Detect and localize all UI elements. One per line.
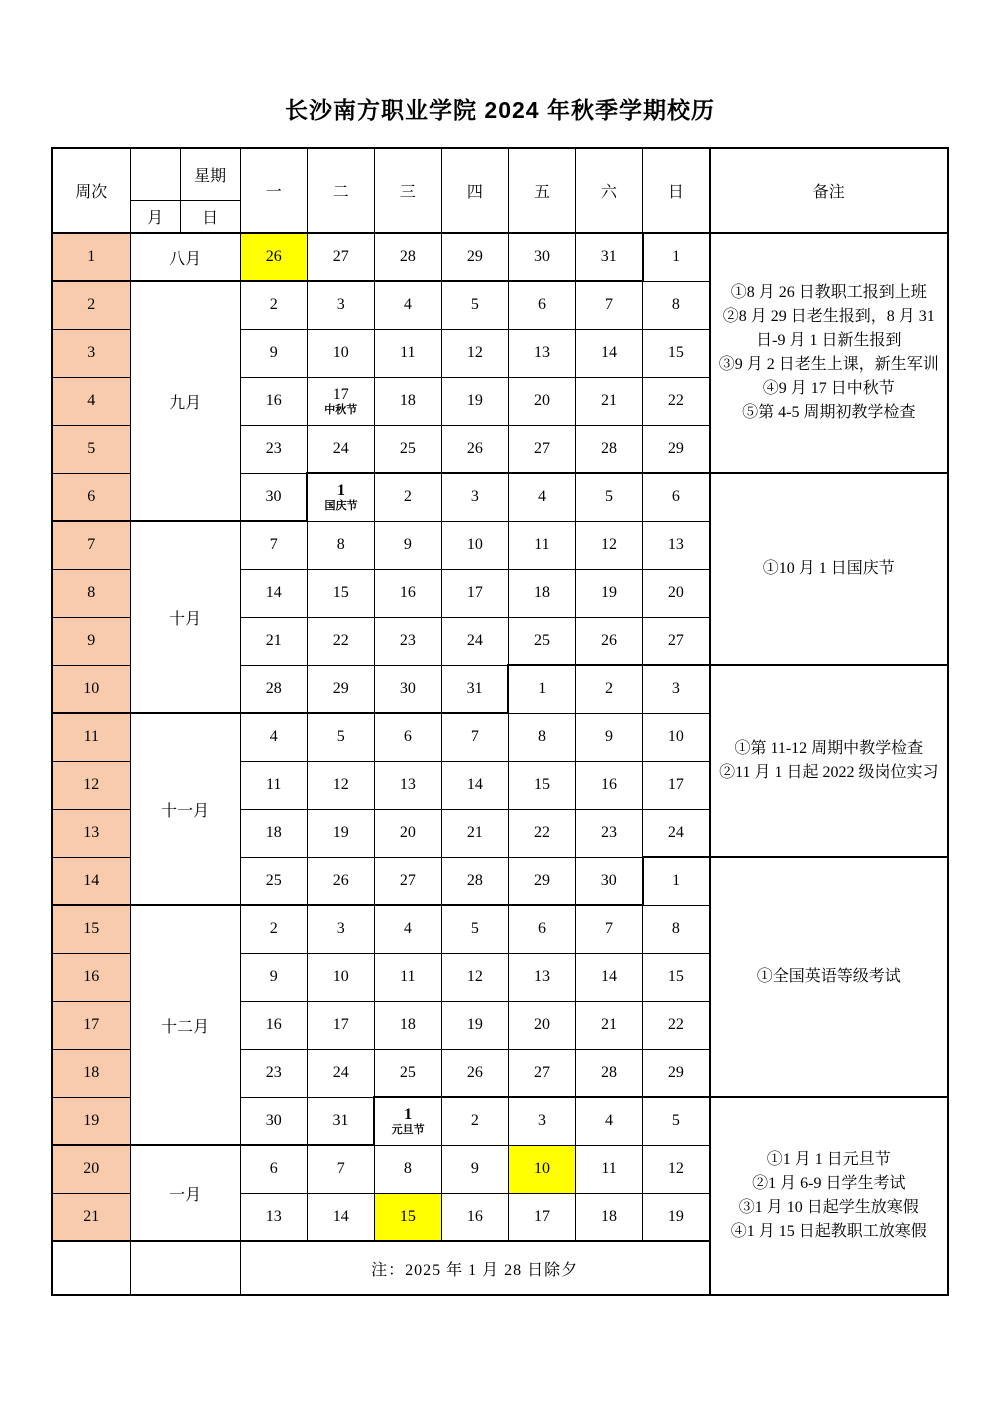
day-cell: 31: [576, 233, 643, 281]
note-line: ①1 月 1 日元旦节: [766, 1151, 891, 1168]
week-number-cell: 8: [52, 569, 130, 617]
day-cell: 10: [643, 713, 710, 761]
week-number-cell: 16: [52, 953, 130, 1001]
day-cell: 8: [374, 1145, 441, 1193]
day-cell: 20: [643, 569, 710, 617]
day-cell: 5: [307, 713, 374, 761]
day-cell: 13: [643, 521, 710, 569]
day-cell: 16: [374, 569, 441, 617]
day-cell: 23: [576, 809, 643, 857]
month-cell-november: 十一月: [130, 713, 240, 905]
day-cell: 26: [441, 425, 508, 473]
festival-day-cell: [374, 1097, 441, 1145]
note-line: ①8 月 26 日教职工报到上班: [730, 284, 927, 301]
week-number-cell: 20: [52, 1145, 130, 1193]
day-cell: 4: [240, 713, 307, 761]
day-cell: 19: [441, 1001, 508, 1049]
day-cell: 14: [441, 761, 508, 809]
day-cell: 29: [508, 857, 575, 905]
day-cell: 1: [643, 857, 710, 905]
day-cell: 7: [441, 713, 508, 761]
header-week-col: 周次: [52, 148, 130, 233]
day-cell: 27: [508, 1049, 575, 1097]
day-cell: 3: [307, 905, 374, 953]
week-number-cell: 3: [52, 329, 130, 377]
day-cell: 2: [441, 1097, 508, 1145]
note-line: ②8 月 29 日老生报到，8 月 31 日-9 月 1 日新生报到: [722, 308, 935, 349]
month-cell-october: 十月: [130, 521, 240, 713]
day-cell: 28: [374, 233, 441, 281]
day-cell: 23: [240, 425, 307, 473]
day-cell: 21: [240, 617, 307, 665]
week-number-cell: 6: [52, 473, 130, 521]
day-cell: 28: [576, 1049, 643, 1097]
day-cell: 9: [240, 953, 307, 1001]
day-cell: 25: [508, 617, 575, 665]
day-cell: 30: [508, 233, 575, 281]
day-cell: 18: [240, 809, 307, 857]
day-cell-highlighted: 10: [508, 1145, 575, 1193]
day-cell: 23: [374, 617, 441, 665]
day-cell: 28: [576, 425, 643, 473]
day-cell: 24: [307, 1049, 374, 1097]
day-cell: 5: [441, 281, 508, 329]
day-cell: 9: [441, 1145, 508, 1193]
day-cell: 13: [508, 953, 575, 1001]
note-line: ②1 月 6-9 日学生考试: [752, 1175, 906, 1192]
day-cell: 20: [508, 1001, 575, 1049]
day-cell: 31: [441, 665, 508, 713]
day-cell: 21: [576, 1001, 643, 1049]
day-cell-highlighted: 26: [240, 233, 307, 281]
day-cell: 18: [576, 1193, 643, 1241]
day-cell: 11: [374, 329, 441, 377]
day-cell: 8: [643, 281, 710, 329]
day-cell: 14: [307, 1193, 374, 1241]
day-cell: 11: [576, 1145, 643, 1193]
weekday-header-wed: 三: [374, 148, 441, 233]
day-cell: 16: [240, 377, 307, 425]
day-cell: 8: [643, 905, 710, 953]
day-cell: 16: [576, 761, 643, 809]
day-cell: 26: [576, 617, 643, 665]
day-cell: 8: [307, 521, 374, 569]
day-cell: 8: [508, 713, 575, 761]
day-cell: 5: [441, 905, 508, 953]
day-cell: 10: [441, 521, 508, 569]
week-number-cell: 9: [52, 617, 130, 665]
day-number: 1: [337, 481, 346, 499]
day-cell: 4: [374, 905, 441, 953]
day-cell: 2: [240, 905, 307, 953]
day-cell: 30: [374, 665, 441, 713]
day-cell: 11: [374, 953, 441, 1001]
day-cell: 29: [441, 233, 508, 281]
day-number: 17: [332, 385, 349, 403]
day-cell: 30: [240, 1097, 307, 1145]
empty-week-cell: [52, 1241, 130, 1295]
calendar-table: [51, 147, 949, 1296]
day-cell: 6: [643, 473, 710, 521]
day-cell: 22: [307, 617, 374, 665]
day-cell: 22: [508, 809, 575, 857]
day-cell: 12: [307, 761, 374, 809]
day-cell: 7: [240, 521, 307, 569]
day-cell: 30: [240, 473, 307, 521]
day-cell: 19: [576, 569, 643, 617]
weekday-header-tue: 二: [307, 148, 374, 233]
week-number-cell: 7: [52, 521, 130, 569]
day-cell: 17: [643, 761, 710, 809]
day-cell: 3: [508, 1097, 575, 1145]
week-number-cell: 14: [52, 857, 130, 905]
day-cell: 11: [508, 521, 575, 569]
week-number-cell: 13: [52, 809, 130, 857]
note-line: ③1 月 10 日起学生放寒假: [738, 1199, 919, 1216]
weekday-header-sat: 六: [576, 148, 643, 233]
day-cell: 21: [441, 809, 508, 857]
header-corner-empty: [130, 148, 180, 200]
day-cell: 4: [576, 1097, 643, 1145]
day-cell: 15: [508, 761, 575, 809]
week-number-cell: 19: [52, 1097, 130, 1145]
day-cell: 27: [643, 617, 710, 665]
day-cell: 12: [643, 1145, 710, 1193]
weekday-header-sun: 日: [643, 148, 710, 233]
day-cell: 24: [643, 809, 710, 857]
day-cell: 17: [441, 569, 508, 617]
note-line: ①第 11-12 周期中教学检查: [734, 740, 924, 757]
day-cell: 20: [508, 377, 575, 425]
day-cell: 7: [576, 905, 643, 953]
day-cell: 12: [441, 953, 508, 1001]
day-cell: 2: [240, 281, 307, 329]
day-cell: 22: [643, 1001, 710, 1049]
day-cell: 29: [307, 665, 374, 713]
day-cell: 14: [240, 569, 307, 617]
day-cell: 13: [240, 1193, 307, 1241]
week-number-cell: 18: [52, 1049, 130, 1097]
day-cell: 30: [576, 857, 643, 905]
month-cell-august: 八月: [130, 233, 240, 281]
day-cell: 14: [576, 953, 643, 1001]
day-cell: 21: [576, 377, 643, 425]
header-row-1: [52, 148, 948, 200]
day-cell: 5: [643, 1097, 710, 1145]
month-cell-january: 一月: [130, 1145, 240, 1241]
festival-label-new-year: 元旦节: [391, 1123, 425, 1136]
day-cell: 7: [307, 1145, 374, 1193]
day-cell: 24: [307, 425, 374, 473]
day-cell: 2: [576, 665, 643, 713]
festival-label-national-day: 国庆节: [324, 499, 358, 512]
day-cell: 19: [307, 809, 374, 857]
day-cell: 28: [441, 857, 508, 905]
day-cell: 27: [374, 857, 441, 905]
day-cell: 6: [508, 281, 575, 329]
day-cell: 1: [508, 665, 575, 713]
week-number-cell: 15: [52, 905, 130, 953]
day-cell: 11: [240, 761, 307, 809]
note-line: ③9 月 2 日老生上课，新生军训: [718, 356, 939, 373]
weekday-header-mon: 一: [240, 148, 307, 233]
week-number-cell: 17: [52, 1001, 130, 1049]
day-cell: 20: [374, 809, 441, 857]
day-cell: 19: [643, 1193, 710, 1241]
day-cell: 12: [576, 521, 643, 569]
day-cell: 25: [374, 425, 441, 473]
week-number-cell: 10: [52, 665, 130, 713]
day-cell: 31: [307, 1097, 374, 1145]
header-weekday-label: 星期: [180, 148, 240, 200]
header-month-label: 月: [130, 200, 180, 233]
day-cell: 6: [508, 905, 575, 953]
day-cell: 10: [307, 953, 374, 1001]
day-cell: 23: [240, 1049, 307, 1097]
note-line: ④9 月 17 日中秋节: [762, 380, 895, 397]
footer-note-cell: 注：2025 年 1 月 28 日除夕: [240, 1241, 709, 1295]
day-cell: 12: [441, 329, 508, 377]
note-line: ①10 月 1 日国庆节: [762, 560, 895, 577]
day-cell: 24: [441, 617, 508, 665]
day-cell: 2: [374, 473, 441, 521]
day-cell: 29: [643, 1049, 710, 1097]
notes-cell-block3: [710, 665, 948, 857]
week-number-cell: 4: [52, 377, 130, 425]
day-cell: 25: [240, 857, 307, 905]
day-cell: 1: [643, 233, 710, 281]
note-line: ④1 月 15 日起教职工放寒假: [730, 1223, 927, 1240]
day-cell: 10: [307, 329, 374, 377]
day-cell: 14: [576, 329, 643, 377]
day-cell: 17: [508, 1193, 575, 1241]
note-line: ②11 月 1 日起 2022 级岗位实习: [719, 764, 939, 781]
empty-month-cell: [130, 1241, 240, 1295]
day-cell: 26: [441, 1049, 508, 1097]
day-cell: 7: [576, 281, 643, 329]
day-cell: 6: [240, 1145, 307, 1193]
day-cell: 27: [307, 233, 374, 281]
day-cell: 19: [441, 377, 508, 425]
weekday-header-thu: 四: [441, 148, 508, 233]
day-cell: 5: [576, 473, 643, 521]
day-cell-highlighted: 15: [374, 1193, 441, 1241]
day-cell: 18: [508, 569, 575, 617]
notes-cell-block2: [710, 473, 948, 665]
day-cell: 3: [441, 473, 508, 521]
day-cell: 3: [307, 281, 374, 329]
day-cell: 26: [307, 857, 374, 905]
festival-label-mid-autumn: 中秋节: [324, 403, 358, 416]
day-cell: 15: [643, 953, 710, 1001]
weekday-header-fri: 五: [508, 148, 575, 233]
day-cell: 9: [374, 521, 441, 569]
week-number-cell: 5: [52, 425, 130, 473]
notes-cell-block4: [710, 857, 948, 1097]
day-number: 1: [404, 1105, 413, 1123]
day-cell: 9: [576, 713, 643, 761]
day-cell: 6: [374, 713, 441, 761]
week-number-cell: 2: [52, 281, 130, 329]
month-cell-december: 十二月: [130, 905, 240, 1145]
day-cell: 16: [441, 1193, 508, 1241]
day-cell: 22: [643, 377, 710, 425]
day-cell: 17: [307, 1001, 374, 1049]
header-notes-col: 备注: [710, 148, 948, 233]
day-cell: 4: [508, 473, 575, 521]
day-cell: 9: [240, 329, 307, 377]
week-row: [52, 233, 948, 281]
header-day-label: 日: [180, 200, 240, 233]
week-number-cell: 11: [52, 713, 130, 761]
notes-cell-block1: [710, 233, 948, 473]
week-number-cell: 1: [52, 233, 130, 281]
day-cell: 25: [374, 1049, 441, 1097]
day-cell: 29: [643, 425, 710, 473]
day-cell: 15: [307, 569, 374, 617]
festival-day-cell: [307, 473, 374, 521]
day-cell: 13: [508, 329, 575, 377]
day-cell: 16: [240, 1001, 307, 1049]
day-cell: 18: [374, 1001, 441, 1049]
day-cell: 27: [508, 425, 575, 473]
note-line: ①全国英语等级考试: [756, 968, 901, 985]
week-number-cell: 21: [52, 1193, 130, 1241]
day-cell: 18: [374, 377, 441, 425]
day-cell: 15: [643, 329, 710, 377]
week-number-cell: 12: [52, 761, 130, 809]
notes-cell-block5: [710, 1097, 948, 1295]
day-cell: 4: [374, 281, 441, 329]
page-title: 长沙南方职业学院 2024 年秋季学期校历: [285, 97, 715, 123]
day-cell: 13: [374, 761, 441, 809]
day-cell: 28: [240, 665, 307, 713]
festival-day-cell: [307, 377, 374, 425]
note-line: ⑤第 4-5 周期初教学检查: [742, 404, 916, 421]
day-cell: 3: [643, 665, 710, 713]
month-cell-september: 九月: [130, 281, 240, 521]
